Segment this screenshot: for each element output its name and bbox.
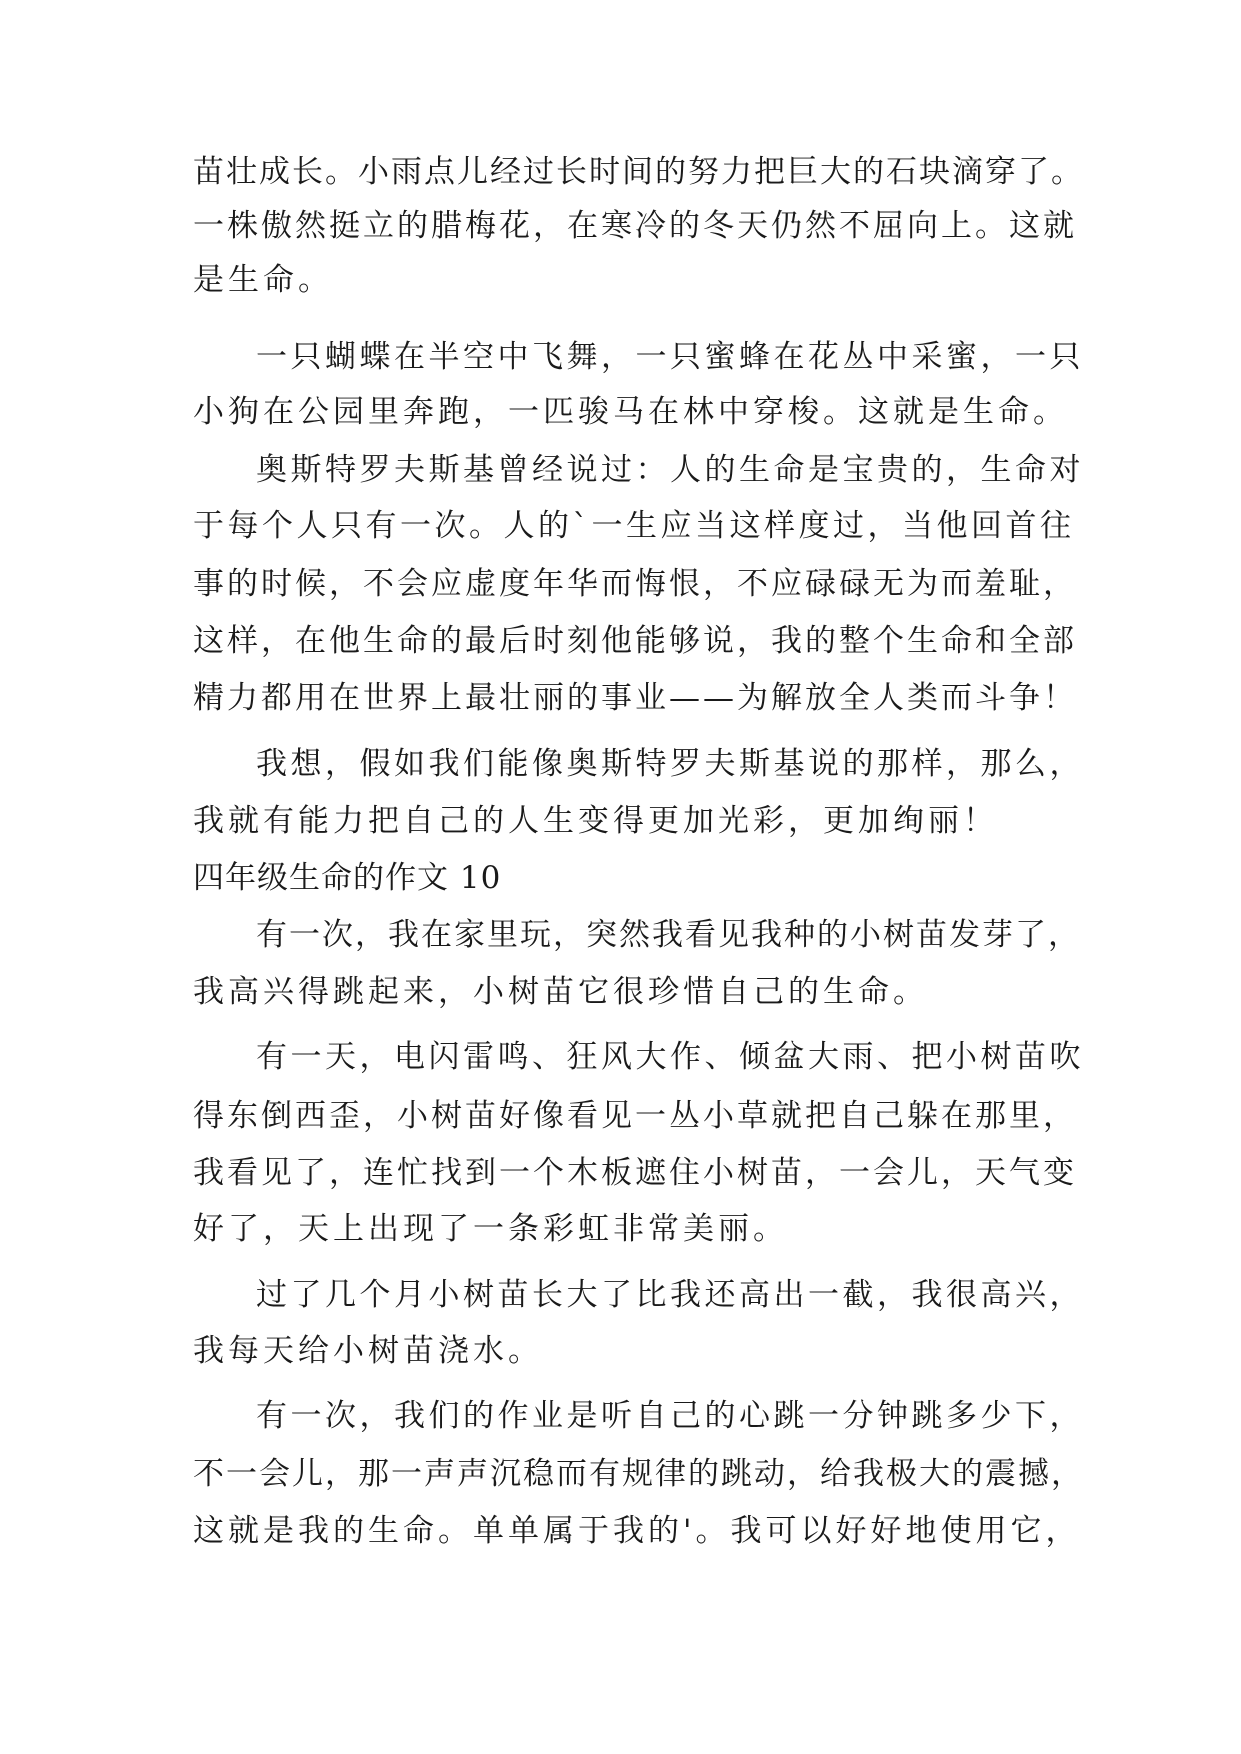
paragraph-first-line: 奥斯特罗夫斯基曾经说过：人的生命是宝贵的，生命对 <box>256 452 1084 488</box>
text-line: 一株傲然挺立的腊梅花，在寒冷的冬天仍然不屈向上。这就 <box>193 208 1077 244</box>
text-line: 我看见了，连忙找到一个木板遮住小树苗，一会儿，天气变 <box>193 1155 1077 1191</box>
paragraph-first-line: 有一天，电闪雷鸣、狂风大作、倾盆大雨、把小树苗吹 <box>256 1039 1084 1075</box>
paragraph-first-line: 有一次，我在家里玩，突然我看见我种的小树苗发芽了， <box>256 917 1081 953</box>
text-line: 我每天给小树苗浇水。 <box>193 1333 543 1369</box>
text-line: 好了，天上出现了一条彩虹非常美丽。 <box>193 1211 788 1247</box>
text-line: 于每个人只有一次。人的`一生应当这样度过，当他回首往 <box>193 508 1075 544</box>
text-line: 事的时候，不会应虚度年华而悔恨，不应碌碌无为而羞耻， <box>193 566 1077 602</box>
text-line: 小狗在公园里奔跑，一匹骏马在林中穿梭。这就是生命。 <box>193 394 1068 430</box>
paragraph-first-line: 一只蝴蝶在半空中飞舞，一只蜜蜂在花丛中采蜜，一只 <box>256 339 1084 375</box>
paragraph-first-line: 有一次，我们的作业是听自己的心跳一分钟跳多少下， <box>256 1398 1084 1434</box>
text-line: 这样，在他生命的最后时刻他能够说，我的整个生命和全部 <box>193 623 1077 659</box>
text-line: 是生命。 <box>193 262 333 298</box>
text-line: 苗壮成长。小雨点儿经过长时间的努力把巨大的石块滴穿了。 <box>193 154 1084 190</box>
text-line: 我高兴得跳起来，小树苗它很珍惜自己的生命。 <box>193 974 928 1010</box>
paragraph-first-line: 我想，假如我们能像奥斯特罗夫斯基说的那样，那么， <box>256 746 1084 782</box>
section-heading: 四年级生命的作文 10 <box>193 860 502 896</box>
text-line: 精力都用在世界上最壮丽的事业——为解放全人类而斗争！ <box>193 680 1077 716</box>
text-line: 这就是我的生命。单单属于我的'。我可以好好地使用它， <box>193 1513 1081 1549</box>
text-line: 不一会儿，那一声声沉稳而有规律的跳动，给我极大的震撼， <box>193 1456 1084 1492</box>
text-line: 得东倒西歪，小树苗好像看见一丛小草就把自己躲在那里， <box>193 1098 1077 1134</box>
paragraph-first-line: 过了几个月小树苗长大了比我还高出一截，我很高兴， <box>256 1277 1084 1313</box>
text-line: 我就有能力把自己的人生变得更加光彩，更加绚丽！ <box>193 803 998 839</box>
